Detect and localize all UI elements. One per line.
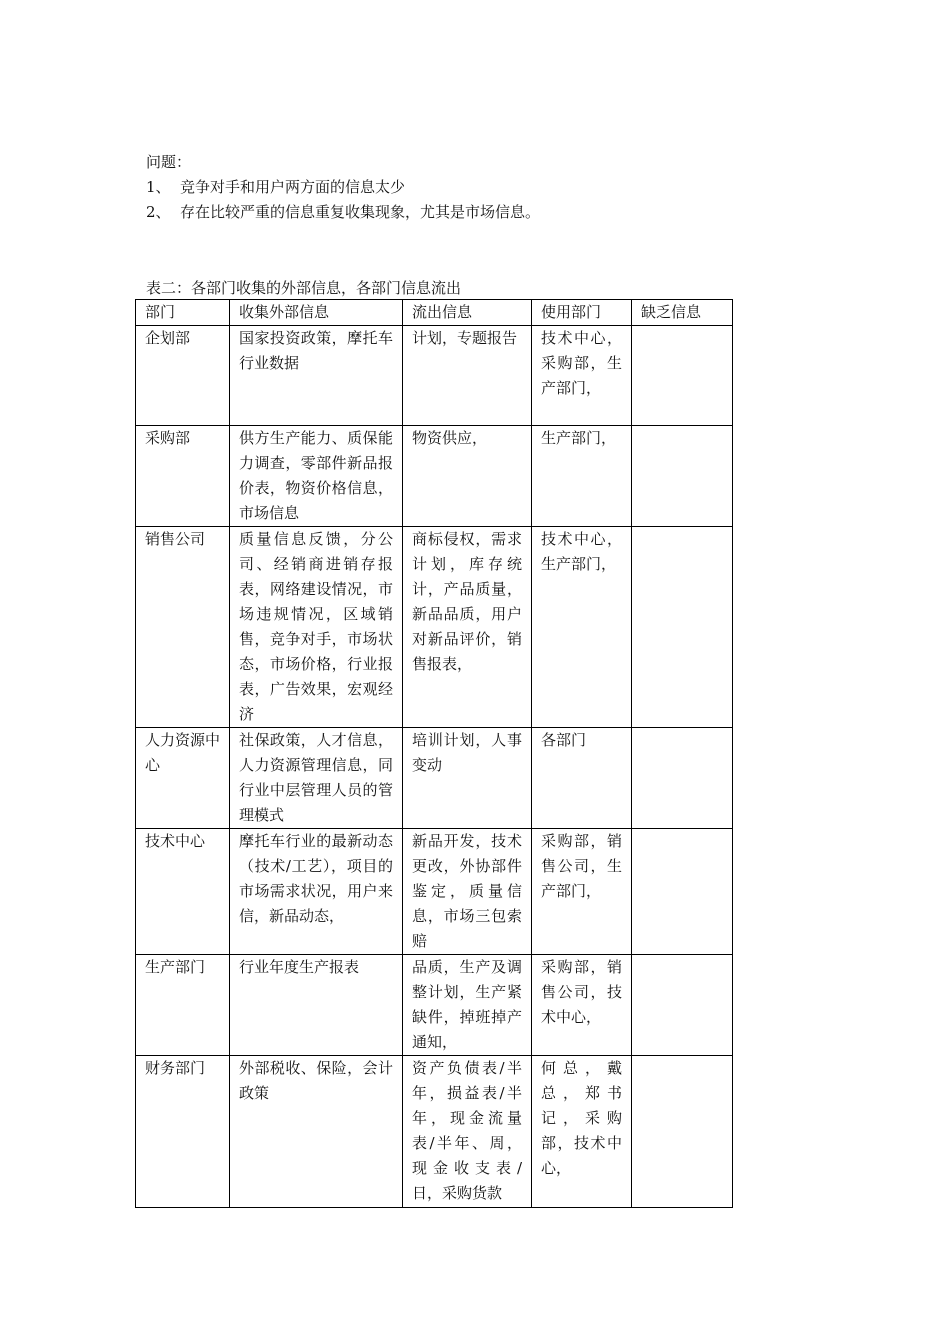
cell-user-departments: 何总，戴总，郑书记，采购部，技术中心， [532,1056,632,1208]
department-info-table [135,299,733,1208]
cell-department: 人力资源中心 [136,728,230,829]
cell-department: 销售公司 [136,527,230,728]
table-row [136,326,733,426]
cell-user-departments: 各部门 [532,728,632,829]
cell-collected-info: 社保政策，人才信息，人力资源管理信息，同行业中层管理人员的管理模式 [230,728,403,829]
cell-missing-info [632,1056,733,1208]
cell-outflow-info: 培训计划，人事变动 [403,728,532,829]
cell-department: 采购部 [136,426,230,527]
header-user-departments: 使用部门 [532,300,632,326]
table-row [136,426,733,527]
issue-text: 存在比较严重的信息重复收集现象，尤其是市场信息。 [180,203,541,221]
cell-department: 技术中心 [136,829,230,955]
cell-outflow-info: 计划，专题报告 [403,326,532,426]
issue-item [146,200,540,225]
table-row [136,955,733,1056]
cell-collected-info: 质量信息反馈，分公司、经销商进销存报表，网络建设情况，市场违规情况，区域销售，竞争对手，市场状态，市场价格，行业报表，广告效果，宏观经济 [230,527,403,728]
issue-number: 1、 [146,178,171,196]
cell-collected-info: 国家投资政策，摩托车行业数据 [230,326,403,426]
issue-number: 2、 [146,203,171,221]
cell-user-departments: 生产部门， [532,426,632,527]
cell-department: 企划部 [136,326,230,426]
table-row [136,829,733,955]
cell-outflow-info: 商标侵权，需求计划，库存统计，产品质量，新品品质，用户对新品评价，销售报表， [403,527,532,728]
cell-user-departments: 采购部，销售公司，生产部门， [532,829,632,955]
header-missing-info: 缺乏信息 [632,300,733,326]
header-department: 部门 [136,300,230,326]
cell-user-departments: 技术中心，生产部门， [532,527,632,728]
cell-missing-info [632,527,733,728]
issue-text: 竞争对手和用户两方面的信息太少 [180,178,406,196]
header-collected-info: 收集外部信息 [230,300,403,326]
cell-collected-info: 供方生产能力、质保能力调查，零部件新品报价表，物资价格信息，市场信息 [230,426,403,527]
header-outflow-info: 流出信息 [403,300,532,326]
issue-item [146,175,405,200]
cell-outflow-info: 物资供应， [403,426,532,527]
cell-user-departments: 技术中心，采购部，生产部门， [532,326,632,426]
cell-collected-info: 行业年度生产报表 [230,955,403,1056]
table-header-row [136,300,733,326]
table-row [136,527,733,728]
cell-missing-info [632,426,733,527]
cell-outflow-info: 资产负债表/半年，损益表/半年，现金流量表/半年、周，现金收支表/日，采购货款 [403,1056,532,1208]
cell-missing-info [632,728,733,829]
cell-outflow-info: 品质，生产及调整计划，生产紧缺件，掉班掉产通知， [403,955,532,1056]
cell-missing-info [632,955,733,1056]
table-row [136,1056,733,1208]
cell-department: 生产部门 [136,955,230,1056]
cell-department: 财务部门 [136,1056,230,1208]
cell-user-departments: 采购部，销售公司，技术中心， [532,955,632,1056]
table-caption: 表二：各部门收集的外部信息，各部门信息流出 [146,279,462,297]
cell-collected-info: 外部税收、保险，会计政策 [230,1056,403,1208]
cell-missing-info [632,829,733,955]
table-row [136,728,733,829]
cell-missing-info [632,326,733,426]
cell-collected-info: 摩托车行业的最新动态（技术/工艺），项目的市场需求状况，用户来信，新品动态， [230,829,403,955]
cell-outflow-info: 新品开发，技术更改，外协部件鉴定，质量信息，市场三包索赔 [403,829,532,955]
issues-heading: 问题： [146,153,192,171]
